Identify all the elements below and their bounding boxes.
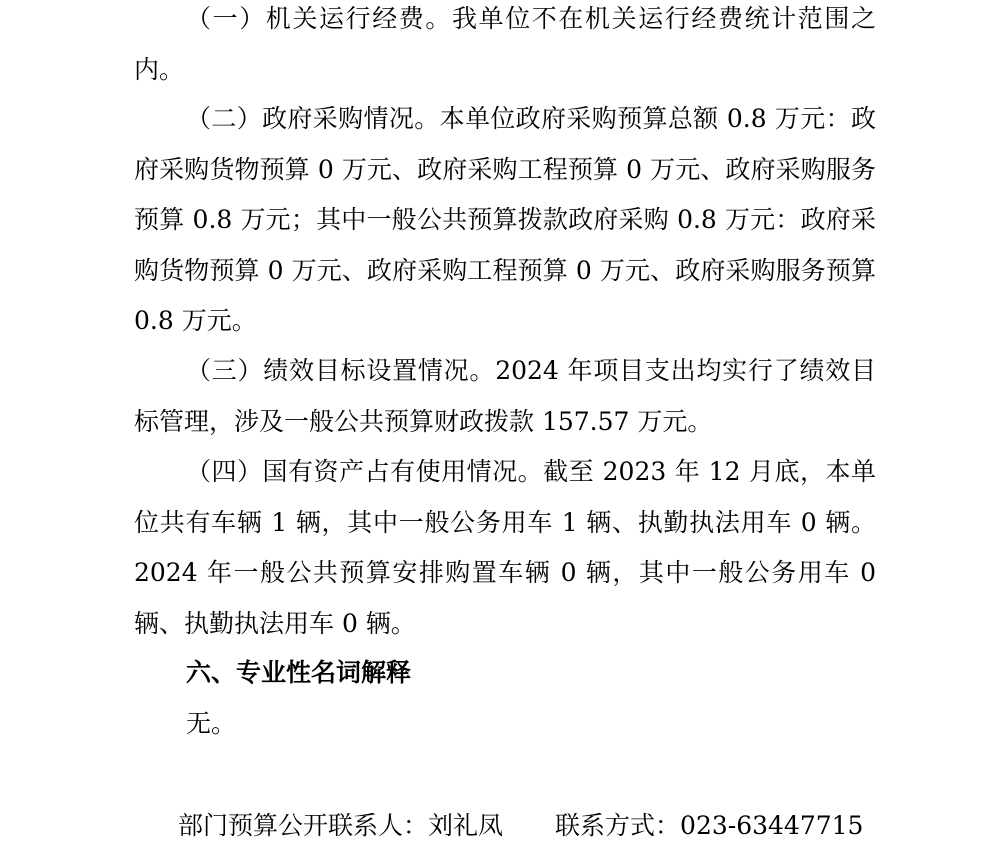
- paragraph-body: 我单位不在机关运行经费统计范围之内。: [134, 4, 876, 84]
- contact-line: [178, 801, 863, 851]
- paragraph-body: 2024 年项目支出均实行了绩效目标管理，涉及一般公共预算财政拨款 157.57 万元。: [134, 356, 876, 436]
- paragraph-lead: （三）绩效目标设置情况。: [186, 356, 496, 385]
- paragraph-state-assets: [134, 447, 876, 649]
- contact-person-name: 刘礼凤: [428, 811, 504, 840]
- paragraph-government-procurement: [134, 94, 876, 347]
- paragraph-performance-targets: [134, 346, 876, 447]
- paragraph-body: 本单位政府采购预算总额 0.8 万元：政府采购货物预算 0 万元、政府采购工程预算 0 万元、政府采购服务预算 0.8 万元；其中一般公共预算拨款政府采购 0.8 万元：政府采购货物预算 0 万元、政府采购工程预算 0 万元、政府采购服务预算 0.8 万元。: [134, 104, 876, 335]
- paragraph-admin-expenses: [134, 0, 876, 95]
- paragraph-lead: （二）政府采购情况。: [186, 104, 440, 133]
- contact-person-label: 部门预算公开联系人：: [178, 811, 429, 840]
- section-body-none: 无。: [186, 709, 237, 738]
- paragraph-body: 截至 2023 年 12 月底，本单位共有车辆 1 辆，其中一般公务用车 1 辆、执勤执法用车 0 辆。2024 年一般公共预算安排购置车辆 0 辆，其中一般公务用车 0 辆、执勤执法用车 0 辆。: [134, 457, 876, 638]
- paragraph-lead: （一）机关运行经费。: [186, 4, 452, 33]
- section-heading-glossary: 六、专业性名词解释: [186, 658, 412, 687]
- paragraph-lead: （四）国有资产占有使用情况。: [186, 457, 544, 486]
- contact-phone: 023-63447715: [680, 811, 864, 840]
- contact-method-label: 联系方式：: [555, 811, 681, 840]
